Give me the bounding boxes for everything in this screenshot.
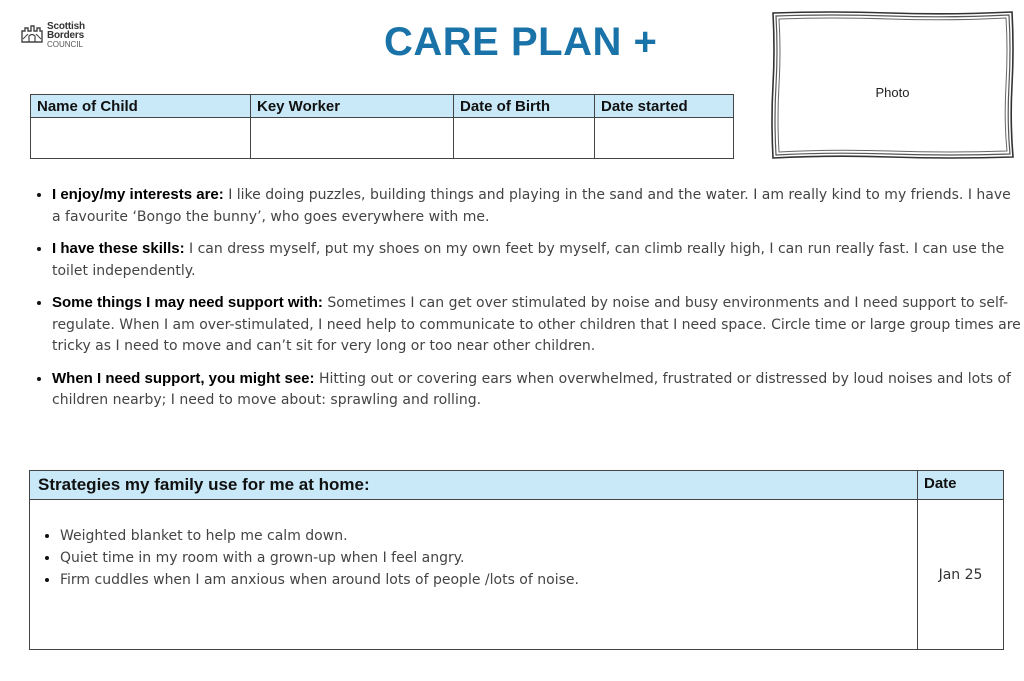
date-heading: Date: [918, 471, 1003, 500]
section-heading: Some things I may need support with:: [52, 294, 323, 311]
logo-line-3: COUNCIL: [47, 40, 84, 49]
section-text: Sometimes I can get over stimulated by noise and busy environments and I need support to self-regulate. When I am over-stimulated, I need help to communicate to other children that I need space. Circle time or large group times are tricky as I need to move and can’t sit for very long or too near other children.: [52, 295, 1021, 354]
strategies-table: [29, 470, 1004, 650]
council-logo: [20, 22, 85, 49]
section-heading: I enjoy/my interests are:: [52, 186, 224, 203]
list-item: • Firm cuddles when I am anxious when around lots of people /lots of noise.: [60, 569, 579, 591]
page-title: CARE PLAN +: [384, 20, 658, 64]
profile-sections: [30, 184, 1022, 422]
section-heading: I have these skills:: [52, 240, 185, 257]
section-text: Hitting out or covering ears when overwhelmed, frustrated or distressed by loud noises and lots of children nearby; I need to move about: sprawling and rolling.: [52, 370, 1011, 408]
section-text: I can dress myself, put my shoes on my own feet by myself, can climb really high, I can run really fast. I can use the toilet independently.: [52, 241, 1005, 279]
name-of-child-cell[interactable]: [31, 118, 251, 159]
section-support-needs: [52, 292, 1022, 358]
header-date-of-birth: Date of Birth: [454, 95, 595, 118]
list-item: • Quiet time in my room with a grown-up when I feel angry.: [60, 547, 579, 569]
logo-line-1: Scottish: [47, 21, 85, 32]
photo-box[interactable]: [770, 9, 1015, 161]
logo-line-2: Borders: [47, 30, 84, 41]
list-item: • Weighted blanket to help me calm down.: [60, 525, 579, 547]
photo-label: Photo: [875, 85, 910, 100]
strategies-date[interactable]: Jan 25: [938, 566, 983, 583]
key-worker-cell[interactable]: [251, 118, 454, 159]
header-date-started: Date started: [595, 95, 734, 118]
section-support-signs: [52, 368, 1022, 412]
child-info-table: [30, 94, 734, 159]
date-started-cell[interactable]: [595, 118, 734, 159]
strategies-body[interactable]: [30, 500, 918, 649]
strategies-list: [32, 525, 579, 591]
section-heading: When I need support, you might see:: [52, 369, 315, 387]
strategies-heading: Strategies my family use for me at home:: [30, 471, 918, 500]
date-of-birth-cell[interactable]: [454, 118, 595, 159]
header-name-of-child: Name of Child: [31, 95, 251, 118]
header-key-worker: Key Worker: [251, 95, 454, 118]
section-interests: [52, 184, 1022, 228]
section-skills: [52, 238, 1022, 282]
section-text: I like doing puzzles, building things and playing in the sand and the water. I am really kind to my friends. I have a favourite ‘Bongo the bunny’, who goes everywhere with me.: [52, 187, 1011, 225]
castle-logo-icon: [20, 22, 44, 44]
